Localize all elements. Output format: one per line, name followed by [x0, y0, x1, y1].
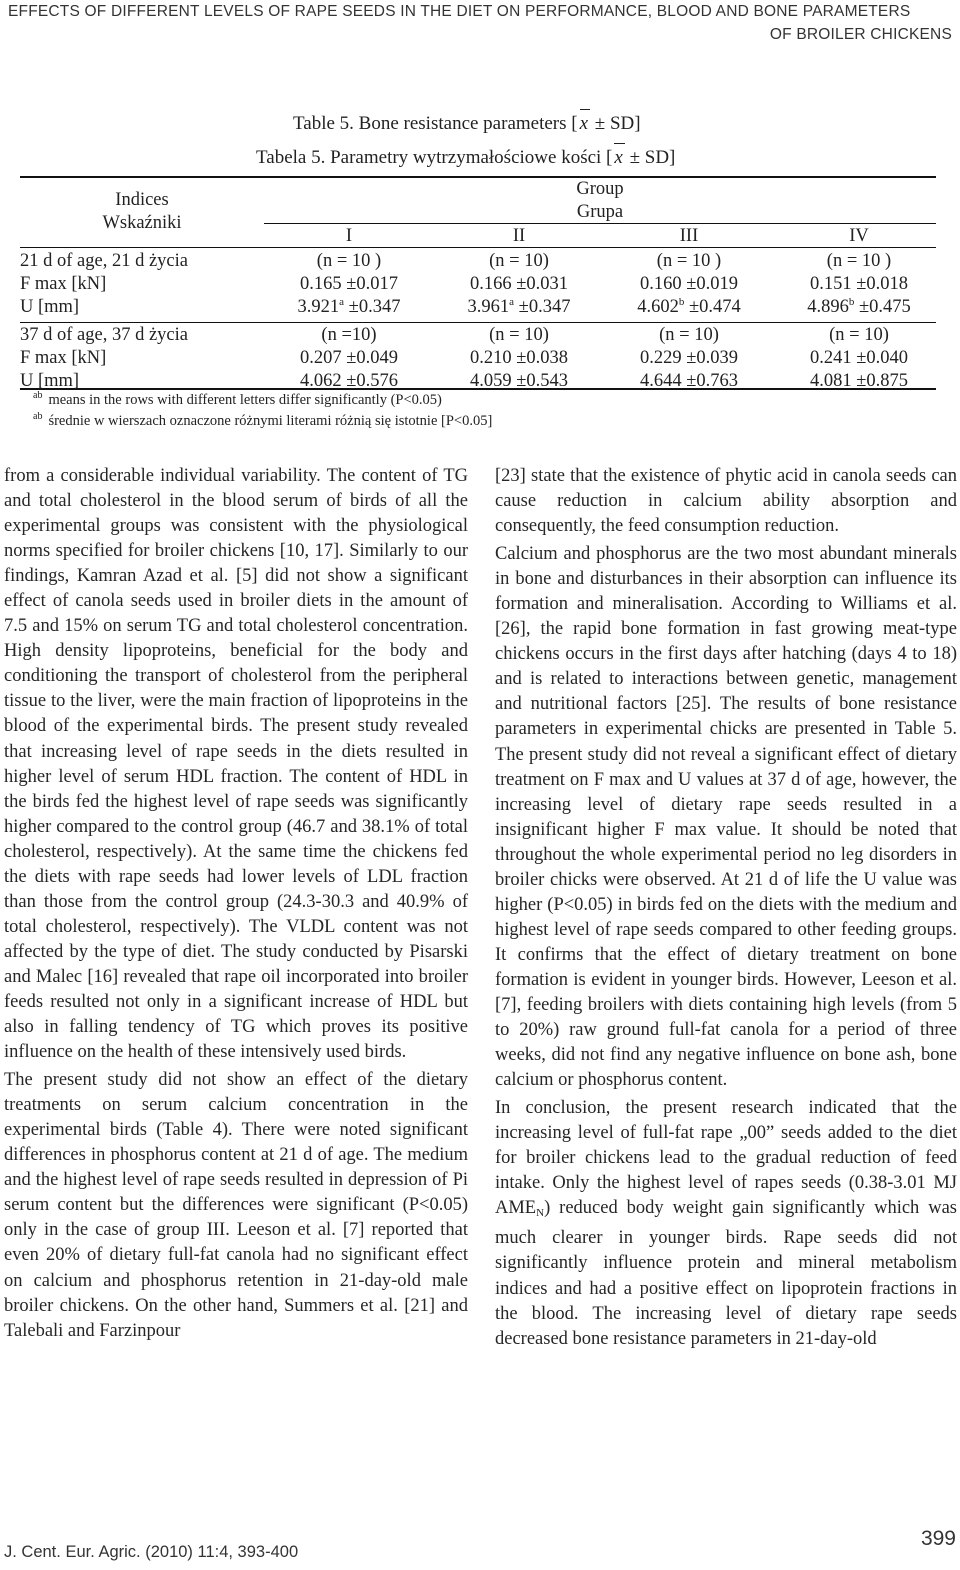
cell-mean: 4.081 — [809, 371, 852, 391]
significance-letter: b — [848, 296, 855, 308]
cell-mean: 0.210 — [469, 348, 512, 368]
body-paragraph: Calcium and phosphorus are the two most abundant minerals in bone and disturbances in their absorption can influence its formation and mineralisation. According to Williams et al. [26], the rapid bone formation in fast growing meat-type chickens occurs in the first days after hatching (days 4 to 18) and is related to interactions between genetic, management and nutritional factors [25]. The results of bone resistance parameters in experimental chicks are presented in Table 5. The present study did not reveal a significant effect of dietary treatment on F max and U values at 37 d of age, however, the increasing level of dietary rape seeds resulted in a insignificant higher F max value. It should be noted that throughout the whole experimental period no leg disorders in broiler chicks were observed. At 21 d of life the U value was higher (P<0.05) in birds fed on the diets with the medium and highest level of rape seeds compared to other feeding groups. It confirms that the effect of dietary treatment on bone formation is evident in younger birds. However, Leeson et al. [7], feeding broilers with diets containing high levels (from 5 to 20%) raw ground full-fat canola for a period of three weeks, did not find any negative influence on bone ash, bone calcium or phosphorus content. — [495, 544, 957, 1091]
ame-subscript: N — [536, 1207, 545, 1220]
cell-sd: ±0.019 — [681, 274, 739, 294]
age-section-label: 37 d of age, 37 d życia — [20, 325, 188, 345]
cell-mean: 0.160 — [639, 274, 682, 294]
cell-mean: 0.151 — [809, 274, 852, 294]
table-cell — [774, 370, 944, 392]
cell-sd: ±0.040 — [851, 348, 909, 368]
cell-sd: ±0.475 — [854, 297, 911, 317]
body-column-left — [4, 464, 468, 1344]
section-divider-rule — [20, 322, 936, 323]
cell-sd: ±0.763 — [681, 371, 739, 391]
sample-size: (n = 10) — [829, 325, 889, 345]
table-cell — [604, 370, 774, 392]
cell-sd: ±0.474 — [684, 297, 741, 317]
significance-letter: a — [339, 296, 345, 308]
age-section-label: 21 d of age, 21 d życia — [20, 251, 188, 271]
indices-header-en: Indices — [115, 190, 169, 210]
caption-en-suffix: ± SD] — [590, 113, 641, 134]
sample-size: (n = 10) — [489, 325, 549, 345]
table-cell — [434, 273, 604, 295]
row-label: F max [kN] — [20, 274, 107, 294]
table-cell — [434, 347, 604, 369]
cell-sd: ±0.049 — [341, 348, 399, 368]
cell-sd: ±0.039 — [681, 348, 739, 368]
table-caption-en — [293, 113, 641, 135]
journal-citation: J. Cent. Eur. Agric. (2010) 11:4, 393-400 — [4, 1543, 299, 1561]
caption-pl-suffix: ± SD] — [624, 147, 676, 168]
cell-mean: 4.896 — [807, 297, 849, 317]
cell-mean: 4.602 — [637, 297, 679, 317]
cell-mean: 3.961 — [467, 297, 510, 317]
sample-size: (n =10) — [321, 325, 377, 345]
table-cell — [264, 370, 434, 392]
table-header-rule — [20, 247, 936, 248]
cell-sd: ±0.017 — [341, 274, 399, 294]
sample-size: (n = 10 ) — [826, 251, 892, 271]
significance-letter: a — [509, 296, 515, 308]
body-paragraph: The present study did not show an effect of the dietary treatments on serum calcium concentration in the experimental birds (Table 4). There were noted significant differences in phosphorus content at 21 d of age. The medium and the highest level of rape seeds resulted in depression of Pi serum content but the differences were significant (P<0.05) only in the case of group III. Leeson et al. [7] reported that even 20% of dietary full-fat canola had no significant effect on calcium and phosphorus retention in 21-day-old male broiler chickens. On the other hand, Summers et al. [21] and Talebali and Farzinpour — [4, 1070, 468, 1341]
group-header-en: Group — [576, 179, 624, 199]
conclusion-text-a: In conclusion, the present research indicated that the increasing level of full-fat rape „00” seeds added to the diet for broiler chickens lead to the gradual reduction of feed intake. Only the highest level of rapes seeds (0.38-3.01 MJ AME — [495, 1098, 957, 1219]
row-label: U [mm] — [20, 371, 80, 391]
cell-mean: 4.062 — [299, 371, 342, 391]
table-footnote-pl — [33, 413, 492, 430]
cell-sd: ±0.018 — [851, 274, 909, 294]
table-cell — [264, 296, 434, 318]
running-header — [0, 0, 960, 46]
table-cell — [434, 296, 604, 318]
conclusion-text-b: ) reduced body weight gain significantly which was much clearer in younger birds. Rape seeds did not significantly influence protein and mineral metabolism indices and had a positive effect on lipoprotein fractions in the blood. The increasing level of dietary rape seeds decreased bone resistance parameters in 21-day-old — [495, 1198, 957, 1349]
running-header-line-2: OF BROILER CHICKENS — [769, 26, 952, 43]
body-paragraph: [23] state that the existence of phytic acid in canola seeds can cause reduction in calcium ability absorption and consequently, the feed consumption reduction. — [495, 466, 957, 537]
cell-sd: ±0.543 — [511, 371, 569, 391]
group-label-3: III — [679, 226, 699, 246]
cell-sd: ±0.031 — [511, 274, 569, 294]
footnote-marker: ab — [33, 411, 43, 422]
group-label-4: IV — [849, 226, 869, 246]
sample-size: (n = 10 ) — [656, 251, 722, 271]
body-column-right — [495, 464, 957, 1352]
indices-header-pl: Wskaźniki — [102, 213, 182, 233]
cell-mean: 0.241 — [809, 348, 852, 368]
x-bar-symbol: x — [579, 113, 589, 134]
table-cell — [774, 347, 944, 369]
cell-mean: 0.166 — [469, 274, 512, 294]
table-cell — [264, 273, 434, 295]
footnote-en-text: means in the rows with different letters differ significantly (P<0.05) — [48, 392, 442, 408]
table-footnote-en — [33, 392, 442, 409]
cell-mean: 4.059 — [469, 371, 512, 391]
cell-mean: 0.229 — [639, 348, 682, 368]
table-cell — [604, 296, 774, 318]
page-number: 399 — [920, 1527, 956, 1550]
caption-pl-prefix: Tabela 5. Parametry wytrzymałościowe kości [ — [256, 147, 613, 168]
row-label: U [mm] — [20, 297, 80, 317]
sample-size: (n = 10) — [659, 325, 719, 345]
body-paragraph-conclusion — [495, 1096, 957, 1351]
table-cell — [774, 273, 944, 295]
footnote-marker: ab — [33, 390, 43, 401]
cell-sd: ±0.875 — [851, 371, 909, 391]
table-cell — [604, 347, 774, 369]
cell-mean: 0.207 — [299, 348, 342, 368]
table-cell — [604, 273, 774, 295]
cell-sd: ±0.576 — [341, 371, 399, 391]
sample-size: (n = 10) — [489, 251, 549, 271]
caption-en-prefix: Table 5. Bone resistance parameters [ — [293, 113, 578, 134]
cell-mean: 4.644 — [639, 371, 682, 391]
group-label-1: I — [345, 226, 353, 246]
running-header-line-1: EFFECTS OF DIFFERENT LEVELS OF RAPE SEEDS IN THE DIET ON PERFORMANCE, BLOOD AND BONE PARAMETERS — [8, 3, 911, 20]
table-cell — [774, 296, 944, 318]
cell-mean: 3.921 — [297, 297, 340, 317]
cell-mean: 0.165 — [299, 274, 342, 294]
x-bar-symbol: x — [614, 147, 623, 168]
group-header-rule — [264, 223, 936, 224]
group-label-2: II — [512, 226, 526, 246]
cell-sd: ±0.038 — [511, 348, 569, 368]
group-header-pl: Grupa — [576, 202, 624, 222]
cell-sd: ±0.347 — [344, 297, 401, 317]
body-paragraph: from a considerable individual variability. The content of TG and total cholesterol in the blood serum of birds of all the experimental groups was consistent with the physiological norms specified for broiler chickens [10, 17]. Similarly to our findings, Kamran Azad et al. [5] did not show a significant effect of canola seeds used in broiler diets in the amount of 7.5 and 15% on serum TG and total cholesterol concentration. High density lipoproteins, beneficial for the body and conditioning the transport of cholesterol from the peripheral tissue to the liver, were the main fraction of lipoproteins in the blood of the experimental birds. The present study revealed that increasing level of rape seeds in the diets resulted in higher level of serum HDL fraction. The content of HDL in the birds fed the highest level of rape seeds was significantly higher compared to the control group (46.7 and 38.1% of total cholesterol, respectively). At the same time the chickens fed the diets with rape seeds had lower levels of LDL fraction than those from the control group (24.3-30.3 and 40.9% of total cholesterol, respectively). The VLDL content was not affected by the type of diet. The study conducted by Pisarski and Malec [16] revealed that rape oil incorporated into broiler feeds resulted not only in a significant increase of HDL but also in falling tendency of TG which proves its positive influence on the health of these intensively used birds. — [4, 466, 468, 1063]
table-cell — [434, 370, 604, 392]
table-cell — [264, 347, 434, 369]
table-caption-pl — [256, 147, 675, 169]
significance-letter: b — [678, 296, 685, 308]
row-label: F max [kN] — [20, 348, 107, 368]
cell-sd: ±0.347 — [514, 297, 571, 317]
sample-size: (n = 10 ) — [316, 251, 382, 271]
footnote-pl-text: średnie w wierszach oznaczone różnymi literami różnią się istotnie [P<0.05] — [48, 413, 493, 429]
